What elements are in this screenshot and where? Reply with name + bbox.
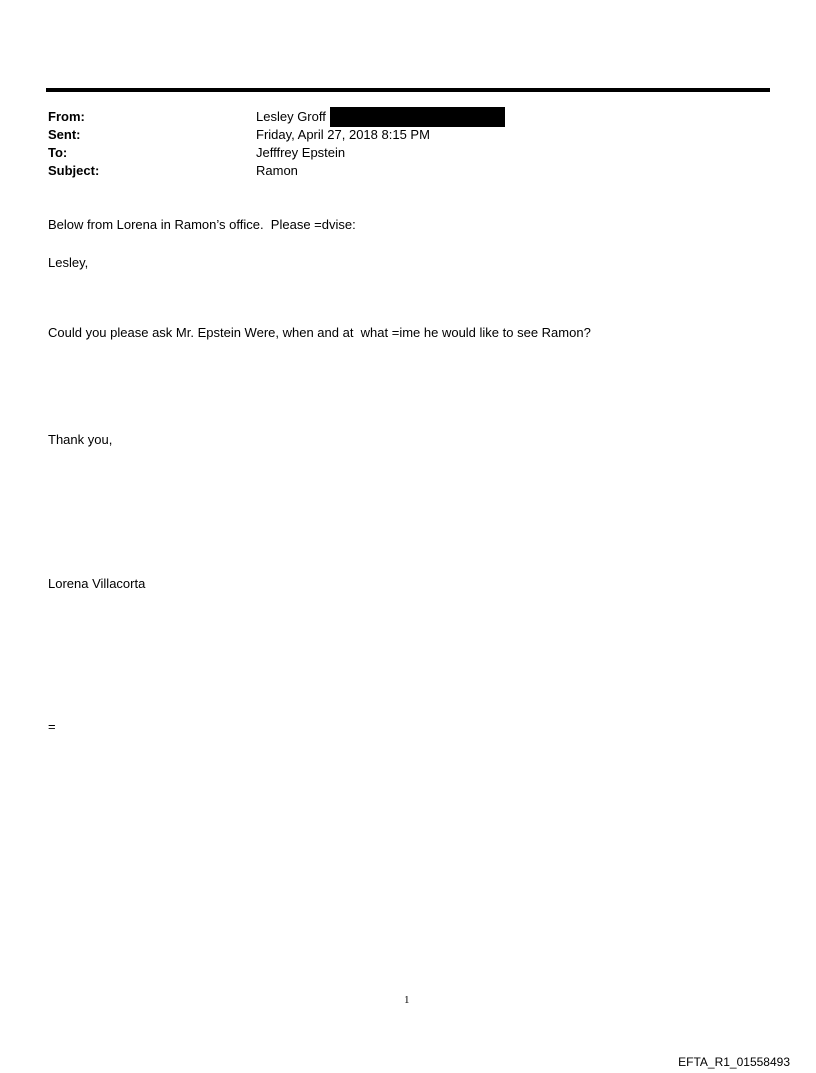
to-value: Jefffrey Epstein [256, 145, 346, 160]
bates-number: EFTA_R1_01558493 [678, 1055, 790, 1069]
to-label: To: [48, 145, 68, 160]
body-line-signature: Lorena Villacorta [48, 576, 146, 591]
sent-row [48, 126, 505, 144]
from-label: From: [48, 109, 85, 124]
from-name: Lesley Groff [256, 109, 326, 124]
body-line-equals: = [48, 719, 56, 734]
sent-label: Sent: [48, 127, 81, 142]
from-value [256, 108, 505, 126]
body-line-question: Could you please ask Mr. Epstein Were, when and at what =ime he would like to see Ramon? [48, 325, 591, 340]
from-row [48, 108, 505, 126]
body-line-thanks: Thank you, [48, 432, 113, 447]
sent-value: Friday, April 27, 2018 8:15 PM [256, 127, 430, 142]
subject-value: Ramon [256, 163, 298, 178]
body-line-intro: Below from Lorena in Ramon’s office. Please =dvise: [48, 217, 356, 232]
header-rule [46, 88, 770, 92]
page-number: 1 [404, 994, 410, 1006]
subject-label: Subject: [48, 163, 100, 178]
email-header [48, 108, 505, 180]
body-line-greeting: Lesley, [48, 255, 89, 270]
to-row [48, 144, 505, 162]
subject-row [48, 162, 505, 180]
redaction-box [330, 107, 505, 127]
